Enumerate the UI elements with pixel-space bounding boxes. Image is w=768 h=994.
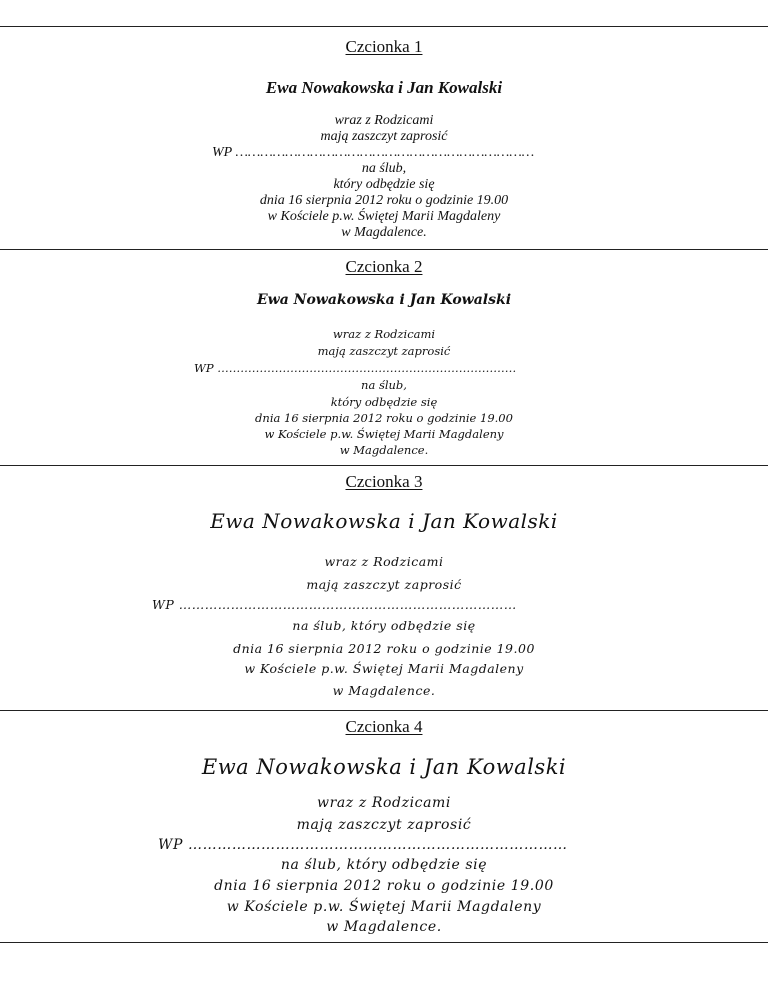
- couple-names: Ewa Nowakowska i Jan Kowalski: [265, 78, 503, 97]
- invitation-line: mają zaszczyt zaprosić: [296, 817, 472, 833]
- invitation-line: mają zaszczyt zaprosić: [320, 129, 448, 144]
- invitation-town: w Magdalence.: [332, 683, 436, 698]
- invitation-line: na ślub, który odbędzie się: [292, 618, 476, 633]
- invitation-line: który odbędzie się: [333, 177, 435, 192]
- couple-names: Ewa Nowakowska i Jan Kowalski: [210, 509, 558, 533]
- invitation-date: dnia 16 sierpnia 2012 roku o godzinie 19.00: [233, 641, 535, 656]
- invitation-line: na ślub, który odbędzie się: [280, 857, 488, 873]
- invitation-line: na ślub,: [361, 161, 407, 176]
- invitation-place: w Kościele p.w. Świętej Marii Magdaleny: [267, 209, 501, 224]
- divider: [0, 249, 768, 250]
- invitation-line: mają zaszczyt zaprosić: [306, 577, 462, 592]
- divider: [0, 465, 768, 466]
- divider: [0, 26, 768, 27]
- section-heading: Czcionka 2: [345, 257, 423, 276]
- section-heading: Czcionka 4: [345, 717, 423, 736]
- invitation-town: w Magdalence.: [326, 919, 442, 935]
- invitation-town: w Magdalence.: [341, 225, 427, 240]
- invitation-town: w Magdalence.: [339, 443, 429, 457]
- couple-names: Ewa Nowakowska i Jan Kowalski: [201, 755, 567, 779]
- guest-name-blank: WP ……………………………………………………………………: [194, 361, 517, 375]
- invitation-line: na ślub,: [361, 378, 407, 392]
- invitation-line: który odbędzie się: [330, 395, 438, 409]
- invitation-line: mają zaszczyt zaprosić: [317, 344, 451, 358]
- divider: [0, 942, 768, 943]
- divider: [0, 710, 768, 711]
- section-heading: Czcionka 1: [345, 37, 423, 56]
- invitation-date: dnia 16 sierpnia 2012 roku o godzinie 19.00: [214, 878, 554, 894]
- invitation-place: w Kościele p.w. Świętej Marii Magdaleny: [244, 661, 524, 676]
- invitation-place: w Kościele p.w. Świętej Marii Magdaleny: [226, 899, 542, 915]
- guest-name-blank: WP ……………………………………………………………………: [152, 597, 517, 612]
- guest-name-blank: WP ………………………………………………………………: [212, 145, 535, 160]
- invitation-line: wraz z Rodzicami: [324, 554, 444, 569]
- invitation-line: wraz z Rodzicami: [334, 113, 434, 128]
- invitation-date: dnia 16 sierpnia 2012 roku o godzinie 19.00: [259, 193, 509, 208]
- guest-name-blank: WP ……………………………………………………………………: [158, 837, 568, 853]
- couple-names: Ewa Nowakowska i Jan Kowalski: [256, 292, 512, 308]
- invitation-line: wraz z Rodzicami: [332, 327, 436, 341]
- invitation-place: w Kościele p.w. Świętej Marii Magdaleny: [264, 427, 504, 441]
- section-heading: Czcionka 3: [345, 472, 423, 491]
- invitation-line: wraz z Rodzicami: [316, 795, 451, 811]
- invitation-date: dnia 16 sierpnia 2012 roku o godzinie 19.00: [255, 411, 513, 425]
